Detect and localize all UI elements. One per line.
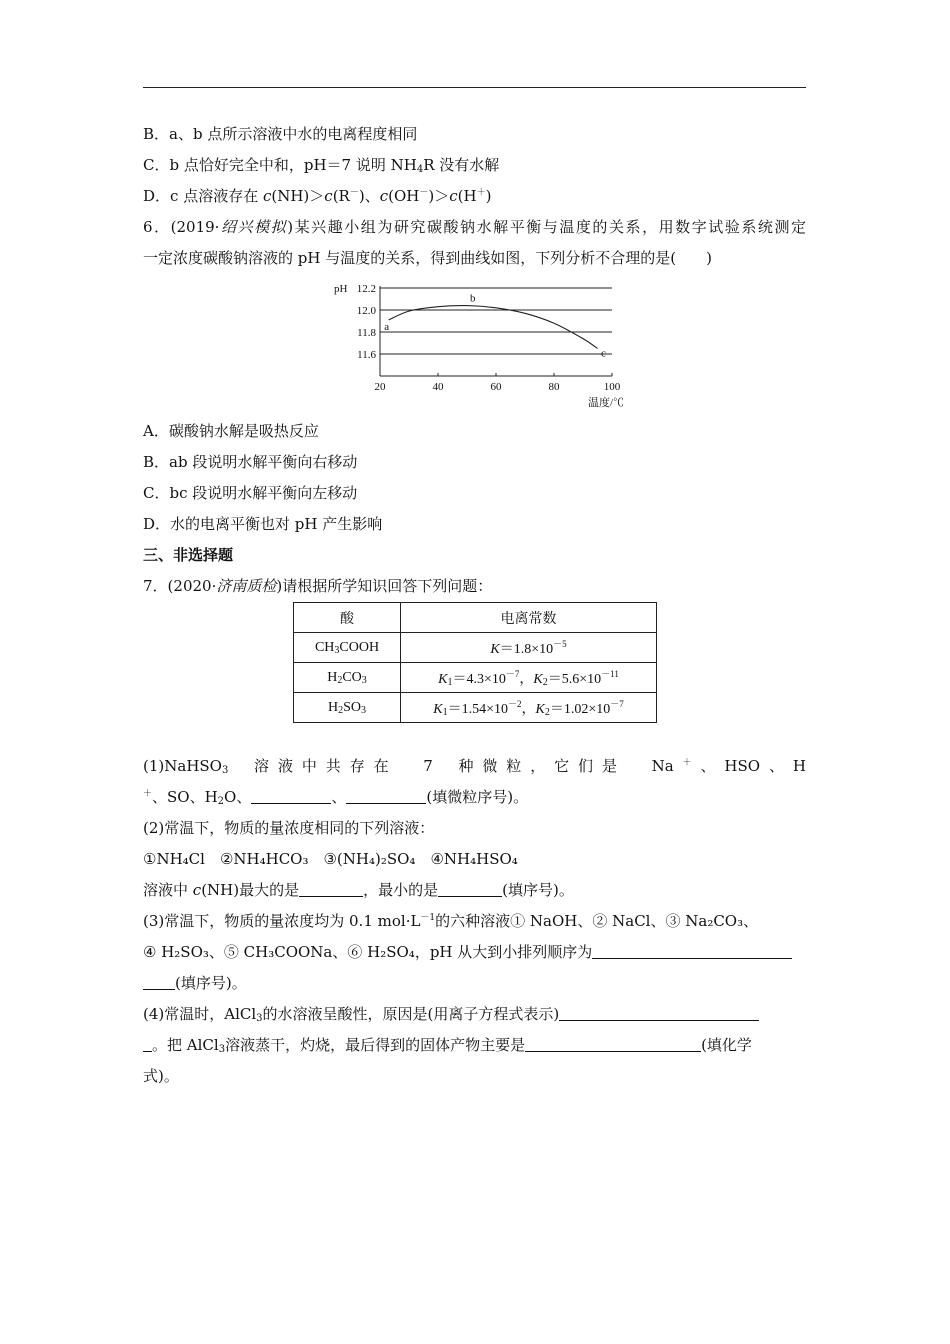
answer-blank[interactable] <box>438 882 502 897</box>
chart-gridlines <box>380 288 612 354</box>
chart-series <box>389 306 598 349</box>
q6-option-d: D．水的电离平衡也对 pH 产生影响 <box>143 515 383 533</box>
ionization-constant-table <box>293 602 657 723</box>
q7-part3-line1: (3)常温下，物质的量浓度均为 0.1 $mol\cdot L^{-1}$的六种溶液① NaOH、② NaCl、③ Na₂CO₃、 <box>143 912 759 930</box>
y-tick-label: 11.6 <box>357 349 376 361</box>
section-heading: 三、非选择题 <box>143 546 234 564</box>
q6-stem-line2: 一定浓度碳酸钠溶液的 pH 与温度的关系，得到曲线如图，下列分析不合理的是( ) <box>143 249 712 267</box>
q6-option-a: A．碳酸钠水解是吸热反应 <box>143 422 319 440</box>
answer-blank[interactable] <box>525 1037 701 1052</box>
q7-part1-line2: ＋、SO、$H_2O$、 、 (填微粒序号)。 <box>143 788 529 807</box>
q7-part4-line3: 式)。 <box>143 1067 179 1085</box>
y-tick-label: 11.8 <box>357 327 376 339</box>
chart-axes <box>380 286 612 376</box>
q7-part3-line2: ④ H₂SO₃、⑤ CH₃COONa、⑥ H₂SO₄，pH 从大到小排列顺序为 <box>143 942 806 962</box>
x-tick-label: 20 <box>374 381 386 393</box>
x-tick-label: 60 <box>490 381 502 393</box>
q7-intro: 7．(2020·济南质检)请根据所学知识回答下列问题： <box>143 577 493 595</box>
y-tick-label: 12.0 <box>356 305 376 317</box>
table-row <box>294 663 657 693</box>
table-header-constant: 电离常数 <box>401 603 657 633</box>
q5-option-d: D．c 点溶液存在 c(NH)＞c(R－)、c(OH－)＞c(H＋) <box>143 187 492 205</box>
table-header-row <box>294 603 657 633</box>
q7-part4-line2: 。把 AlCl$_3$溶液蒸干，灼烧，最后得到的固体产物主要是 (填化学 <box>143 1035 806 1055</box>
x-tick-label: 40 <box>432 381 444 393</box>
table-row <box>294 693 657 723</box>
table-cell-constant: $K_1=1.54\times 10^{-2}$，$K_2=1.02\times 10^{-7}$ <box>401 693 657 723</box>
q7-part4-line1: (4)常温时，AlCl$_3$的水溶液呈酸性，原因是(用离子方程式表示) <box>143 1004 806 1024</box>
answer-blank[interactable] <box>346 789 426 804</box>
point-label-a: a <box>384 320 390 333</box>
series-line <box>389 306 598 349</box>
y-tick-label: 12.2 <box>356 283 376 295</box>
answer-blank-cont <box>143 975 175 990</box>
q5-option-c: C．b 点恰好完全中和，pH＝7 说明 $NH_4R$ 没有水解 <box>143 156 500 175</box>
chart-y-axis-label: pH <box>334 283 348 295</box>
chart-point-labels <box>384 293 606 360</box>
table-row <box>294 633 657 663</box>
answer-blank[interactable] <box>592 944 792 959</box>
answer-blank-cont <box>143 1037 152 1052</box>
answer-blank[interactable] <box>299 882 363 897</box>
q7-part2-items: ①NH₄Cl ②NH₄HCO₃ ③(NH₄)₂SO₄ ④NH₄HSO₄ <box>143 850 518 868</box>
header-rule <box>143 87 806 88</box>
chart-x-axis-label: 温度/℃ <box>587 397 625 409</box>
q6-option-b: B．ab 段说明水解平衡向右移动 <box>143 453 358 471</box>
ph-temperature-chart <box>330 280 630 415</box>
table-cell-acid: $H_2SO_3$ <box>294 693 401 723</box>
q7-part2-question: 溶液中 c(NH)最大的是 ，最小的是 (填序号)。 <box>143 881 574 899</box>
q5-option-b: B．a、b 点所示溶液中水的电离程度相同 <box>143 125 418 143</box>
q6-stem-line1: 6．(2019·绍兴模拟)某兴趣小组为研究碳酸钠水解平衡与温度的关系，用数字试验系统测定 <box>143 218 806 236</box>
table-cell-acid: $CH_3COOH$ <box>294 633 401 663</box>
table-header-acid: 酸 <box>294 603 401 633</box>
x-tick-label: 100 <box>603 381 621 393</box>
x-tick-label: 80 <box>548 381 560 393</box>
q7-part3-line3: (填序号)。 <box>143 973 806 993</box>
point-label-b: b <box>470 292 476 305</box>
table-cell-acid: $H_2CO_3$ <box>294 663 401 693</box>
answer-blank[interactable] <box>251 789 331 804</box>
q6-option-c: C．bc 段说明水解平衡向左移动 <box>143 484 358 502</box>
q7-part2-line1: (2)常温下，物质的量浓度相同的下列溶液： <box>143 819 435 837</box>
q7-part1-line1: (1)NaHSO$_3$ 溶液中共存在 7 种微粒，它们是 Na＋、HSO、H <box>143 757 806 776</box>
table-cell-constant: $K=1.8\times 10^{-5}$ <box>401 633 657 663</box>
answer-blank[interactable] <box>559 1006 759 1021</box>
point-label-c: c <box>601 347 606 360</box>
table-cell-constant: $K_1=4.3\times 10^{-7}$，$K_2=5.6\times 10^{-11}$ <box>401 663 657 693</box>
